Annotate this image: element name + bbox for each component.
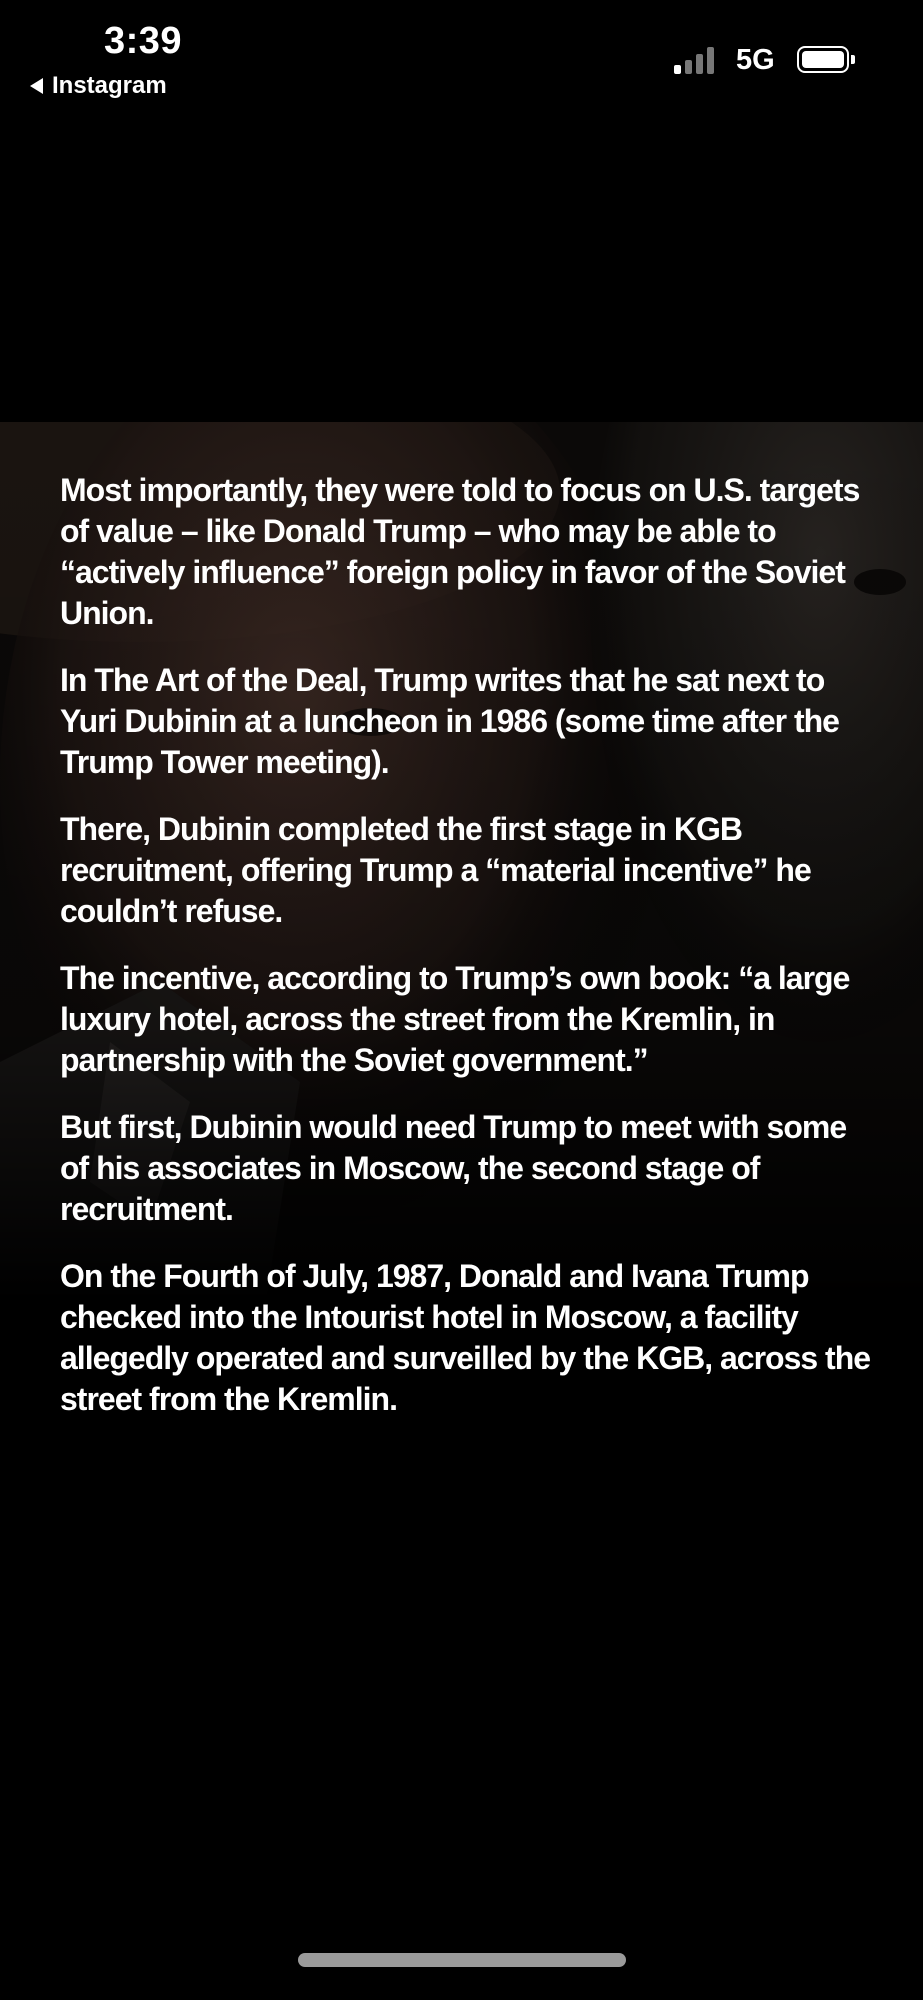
signal-bar — [696, 54, 703, 74]
cellular-signal-icon — [674, 46, 722, 74]
story-paragraph-1: Most importantly, they were told to focus on U.S. targets of value – like Donald Trump – who may be able to “actively influence” foreign policy in favor of the Soviet Union. — [60, 472, 860, 631]
signal-bar — [674, 65, 681, 74]
story-paragraph-3: There, Dubinin completed the first stage in KGB recruitment, offering Trump a “material incentive” he couldn’t refuse. — [60, 811, 811, 929]
story-content[interactable] — [0, 422, 923, 1522]
story-paragraph-2: In The Art of the Deal, Trump writes that he sat next to Yuri Dubinin at a luncheon in 1986 (some time after the Trump Tower meeting). — [60, 662, 839, 780]
story-text — [60, 470, 880, 1446]
back-to-app-button[interactable] — [30, 72, 167, 100]
back-arrow-icon — [30, 78, 43, 94]
back-app-label: Instagram — [52, 72, 167, 99]
network-type: 5G — [736, 44, 775, 76]
status-bar — [0, 0, 923, 110]
status-time: 3:39 — [104, 20, 183, 62]
story-paragraph-6: On the Fourth of July, 1987, Donald and Ivana Trump checked into the Intourist hotel in Moscow, a facility allegedly operated and surveilled by the KGB, across the street from the Kremlin. — [60, 1258, 871, 1417]
battery-fill — [802, 51, 844, 68]
battery-cap — [851, 55, 855, 64]
signal-bar — [685, 60, 692, 74]
battery-icon — [797, 46, 849, 73]
signal-bar — [707, 47, 714, 74]
story-paragraph-5: But first, Dubinin would need Trump to meet with some of his associates in Moscow, the second stage of recruitment. — [60, 1109, 847, 1227]
home-indicator[interactable] — [298, 1953, 626, 1967]
story-paragraph-4: The incentive, according to Trump’s own book: “a large luxury hotel, across the street from the Kremlin, in partnership with the Soviet government.” — [60, 960, 850, 1078]
